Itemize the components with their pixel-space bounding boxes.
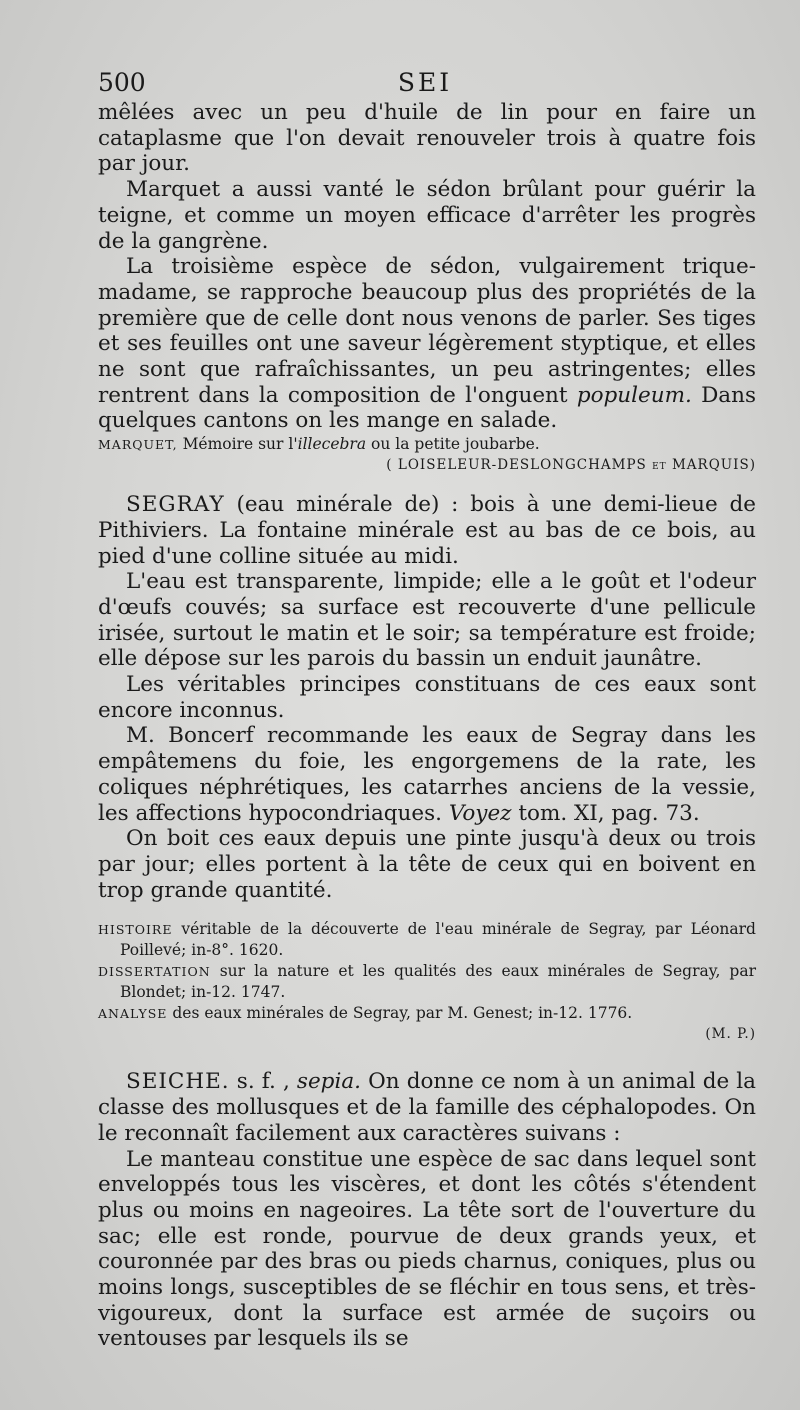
sedon-paragraph-2: Marquet a aussi vanté le sédon brûlant pour guérir la teigne, et comme un moyen efficace d'arrêter les progrès de la gangrène.	[98, 177, 756, 254]
sedon-paragraph-3-end: Dans quelques cantons on les mange en salade.	[98, 382, 756, 434]
sedon-paragraph-3	[98, 254, 756, 434]
sedon-ref-author: MARQUET,	[98, 437, 178, 453]
segray-headword: SEGRAY	[126, 492, 225, 518]
page-number: 500	[98, 68, 146, 97]
segray-paragraph-4-text: M. Boncerf recommande les eaux de Segray dans les empâtemens du foie, les engorgemens de la rate, les coliques néphrétiques, les catarrhes anciens de la vessie, les affections hypocondriaques.	[98, 723, 756, 826]
seiche-latin: sepia.	[296, 1069, 361, 1095]
seiche-grammar: s. f. ,	[236, 1069, 290, 1095]
segray-ref1-text: véritable de la découverte de l'eau minérale de Segray, par Léonard Poillevé; in-8°. 1620.	[120, 920, 756, 960]
seiche-headword: SEICHE.	[126, 1069, 230, 1095]
segray-reference-3	[98, 1003, 756, 1024]
segray-paragraph-1-text: (eau minérale de) : bois à une demi-lieue de Pithiviers. La fontaine minérale est au bas de ce bois, au pied d'une colline située au midi.	[98, 492, 756, 569]
sedon-paragraph-1: mêlées avec un peu d'huile de lin pour en faire un cataplasme que l'on devait renouveler trois à quatre fois par jour.	[98, 100, 756, 177]
seiche-paragraph-1	[98, 1069, 756, 1146]
segray-reference-1	[98, 919, 756, 961]
spacer	[98, 1045, 756, 1069]
spacer	[98, 476, 756, 492]
segray-ref1-word: HISTOIRE	[98, 922, 173, 938]
running-head: SEI	[397, 68, 453, 97]
segray-paragraph-4-ref: tom. XI, pag. 73.	[518, 800, 700, 826]
sedon-ref-pre: Mémoire sur l'	[182, 435, 298, 454]
seiche-paragraph-2: Le manteau constitue une espèce de sac dans lequel sont enveloppés tous les viscères, et dont les côtés s'étendent plus ou moins en nageoires. La tête sort de l'ouverture du sac; elle est ronde, pourvue de deux grands yeux, et couronnée par des bras ou pieds charnus, coniques, plus ou moins longs, susceptibles de se fléchir en tous sens, et très-vigoureux, dont la surface est armée de suçoirs ou ventouses par lesquels ils se	[98, 1146, 756, 1352]
sedon-reference	[98, 434, 756, 455]
seiche-paragraph-1-text: On donne ce nom à un animal de la classe des mollusques et de la famille des céphalopodes. On le reconnaît facilement aux caractères suivans :	[98, 1069, 757, 1146]
segray-reference-2	[98, 961, 756, 1003]
segray-paragraph-5: On boit ces eaux depuis une pinte jusqu'à deux ou trois par jour; elles portent à la tête de ceux qui en boivent en trop grande quantité.	[98, 826, 756, 903]
sedon-signature: ( LOISELEUR-DESLONGCHAMPS et MARQUIS)	[386, 457, 756, 474]
segray-ref3-word: ANALYSE	[98, 1006, 168, 1022]
populeum-term: populeum.	[576, 382, 692, 408]
segray-ref2-text: sur la nature et les qualités des eaux minérales de Segray, par Blondet; in-12. 1747.	[120, 962, 756, 1002]
segray-paragraph-3: Les véritables principes constituans de ces eaux sont encore inconnus.	[98, 672, 756, 723]
page-body	[98, 100, 756, 1352]
sedon-paragraph-3-text: La troisième espèce de sédon, vulgairement trique-madame, se rapproche beaucoup plus des propriétés de la première que de celle dont nous venons de parler. Ses tiges et ses feuilles ont une saveur légèrement styptique, et elles ne sont que rafraîchissantes, un peu astringentes; elles rentrent dans la composition de l'onguent	[98, 254, 756, 408]
segray-paragraph-2: L'eau est transparente, limpide; elle a le goût et l'odeur d'œufs couvés; sa surface est recouverte d'une pellicule irisée, surtout le matin et le soir; sa température est froide; elle dépose sur les parois du bassin un enduit jaunâtre.	[98, 569, 756, 672]
segray-paragraph-1	[98, 492, 756, 569]
segray-ref3-text: des eaux minérales de Segray, par M. Genest; in-12. 1776.	[172, 1004, 633, 1023]
voyez-term: Voyez	[448, 800, 512, 826]
sedon-ref-title: illecebra	[297, 435, 367, 454]
segray-ref2-word: DISSERTATION	[98, 964, 211, 980]
page-header	[98, 68, 752, 102]
segray-paragraph-4	[98, 723, 756, 826]
segray-signature: (M. P.)	[705, 1026, 756, 1043]
sedon-ref-post: ou la petite joubarbe.	[371, 435, 540, 454]
spacer	[98, 903, 756, 919]
